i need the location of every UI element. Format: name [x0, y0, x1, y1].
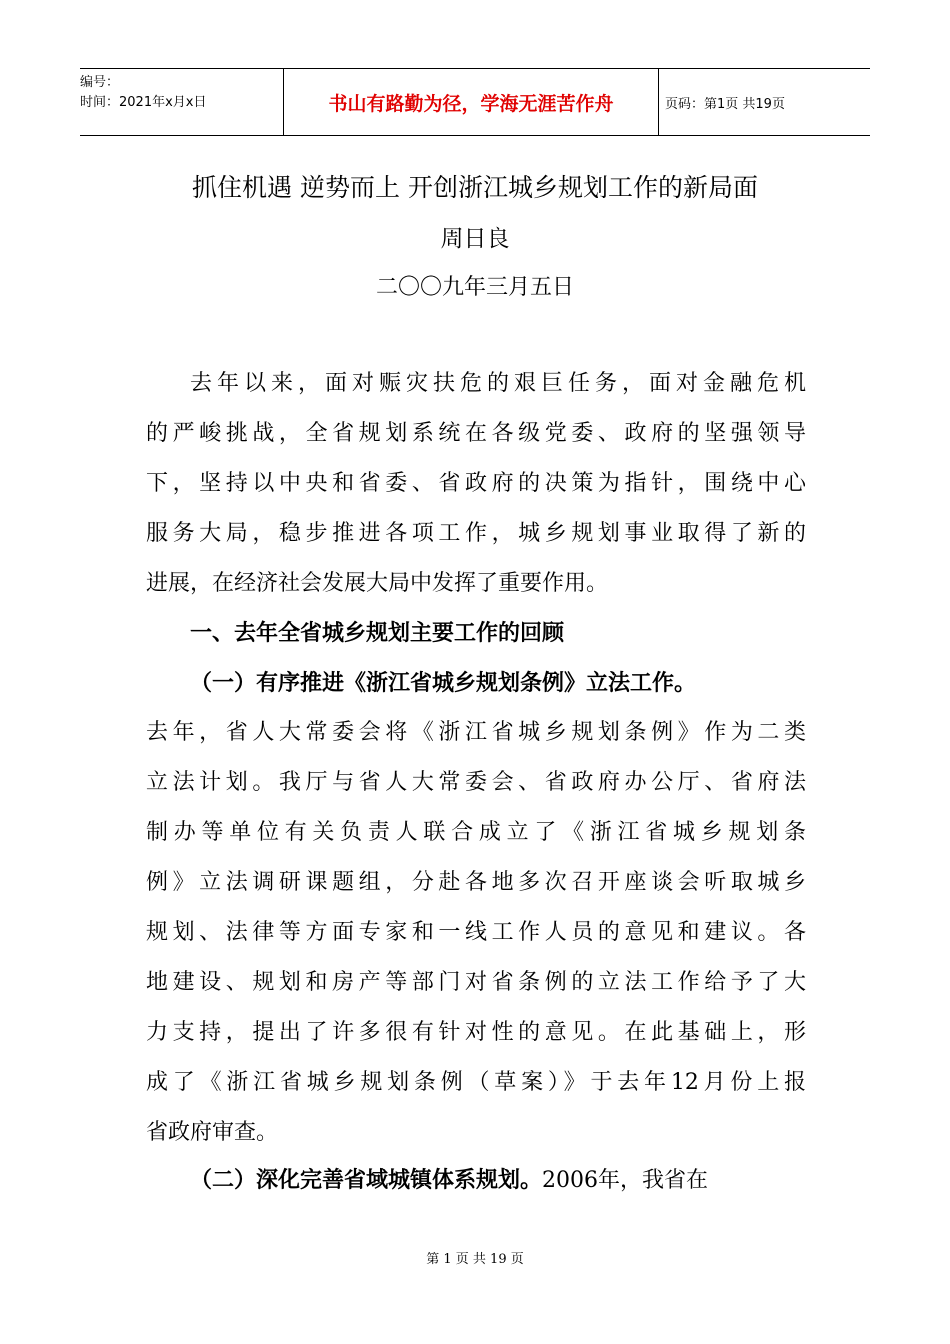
header-motto: 书山有路勤为径，学海无涯苦作舟: [283, 69, 659, 135]
header-meta: [80, 69, 283, 135]
document-title: 抓住机遇 逆势而上 开创浙江城乡规划工作的新局面: [192, 173, 758, 202]
page-footer: 第 1 页 共 19 页: [426, 1252, 524, 1267]
paragraph-line: 去年以来，面对赈灾扶危的艰巨任务，面对金融危机: [190, 371, 806, 396]
paragraph-line: 立法计划。我厅与省人大常委会、省政府办公厅、省府法: [146, 770, 806, 795]
paragraph-line: 例》立法调研课题组，分赴各地多次召开座谈会听取城乡: [146, 870, 806, 895]
paragraph-line: 下，坚持以中央和省委、省政府的决策为指针，围绕中心: [146, 471, 806, 496]
document-date: 二〇〇九年三月五日: [375, 275, 574, 300]
subsection-line: [190, 1165, 708, 1196]
header-table: [80, 68, 870, 136]
paragraph-line: 服务大局，稳步推进各项工作，城乡规划事业取得了新的: [146, 521, 806, 546]
subsection-heading: （一）有序推进《浙江省城乡规划条例》立法工作。: [190, 670, 697, 696]
paragraph-line: 制办等单位有关负责人联合成立了《浙江省城乡规划条: [146, 820, 806, 845]
time-label: 时间：2021年x月x日: [80, 95, 207, 110]
paragraph-line: 去年，省人大常委会将《浙江省城乡规划条例》作为二类: [146, 720, 806, 745]
paragraph-line: 规划、法律等方面专家和一线工作人员的意见和建议。各: [146, 920, 806, 945]
paragraph-line: 的严峻挑战，全省规划系统在各级党委、政府的坚强领导: [146, 421, 806, 446]
paragraph-line: 进展，在经济社会发展大局中发挥了重要作用。: [146, 571, 609, 596]
paragraph-line: 成了《浙江省城乡规划条例（草案）》于去年12月份上报: [146, 1070, 806, 1095]
document-author: 周日良: [440, 226, 510, 252]
paragraph-line: 地建设、规划和房产等部门对省条例的立法工作给予了大: [146, 970, 806, 995]
subsection-heading: （二）深化完善省域城镇体系规划。: [190, 1167, 543, 1193]
subsection-text: 2006年，我省在: [542, 1168, 709, 1193]
number-label: 编号：: [80, 75, 120, 90]
section-heading: 一、去年全省城乡规划主要工作的回顾: [190, 621, 565, 646]
paragraph-line: 力支持，提出了许多很有针对性的意见。在此基础上，形: [146, 1020, 806, 1045]
header-page-info: 页码：第1页 共19页: [665, 96, 785, 112]
paragraph-line: 省政府审查。: [146, 1120, 279, 1145]
